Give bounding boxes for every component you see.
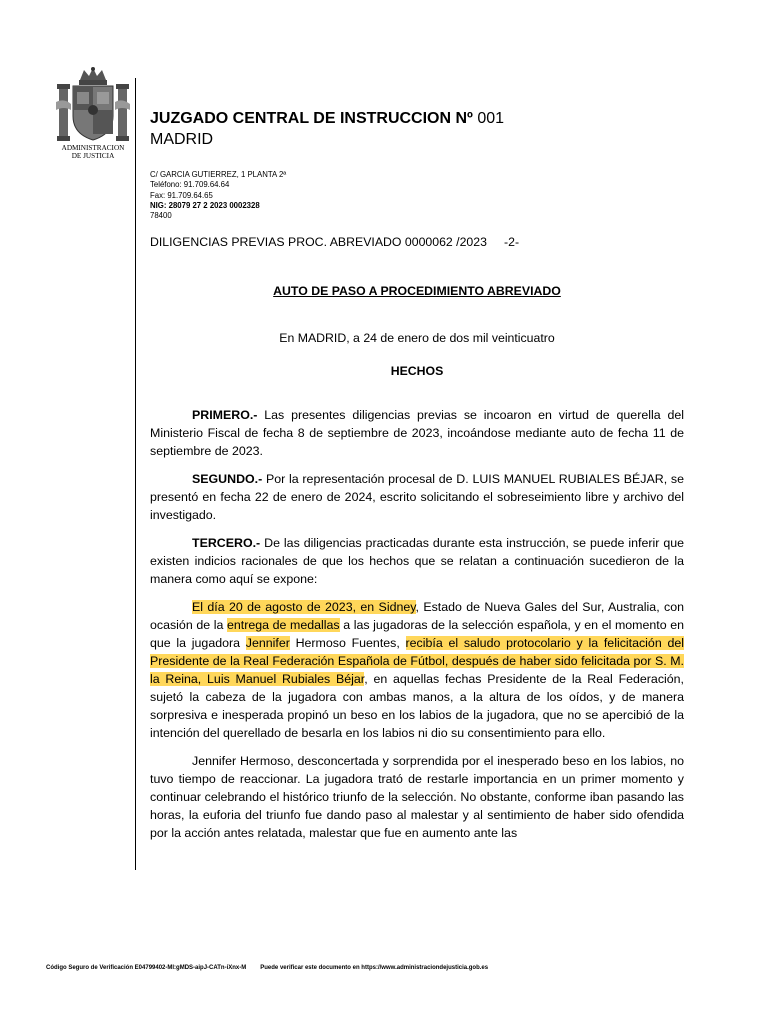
verification-footer — [46, 965, 488, 971]
highlight: recibía el saludo protocolario y la felicitación del Presidente de la Real Federación Española de Fútbol, después de haber sido felicitada por S. M. la Reina, Luis Manuel Rubiales Béjar — [150, 636, 684, 686]
address-code: 78400 — [150, 211, 172, 221]
address-phone: Teléfono: 91.709.64.64 — [150, 180, 230, 190]
paragraph-tercero — [150, 534, 684, 588]
paragraph-text: , en aquellas fechas Presidente de la Real Federación, sujetó la cabeza de la jugadora con ambas manos, a la altura de los oídos, y de manera sorpresiva e inesperada propinó un beso en los labios de la jugadora, que no se apercibió de la intención del querellado de besarla en los labios ni dio su consentimiento para ello. — [150, 672, 684, 740]
document-body — [150, 406, 684, 852]
paragraph-facts — [150, 598, 684, 742]
address-street: C/ GARCIA GUTIERREZ, 1 PLANTA 2ª — [150, 170, 287, 179]
svg-text:ADMINISTRACION: ADMINISTRACION — [61, 144, 125, 152]
svg-text:DE JUSTICIA: DE JUSTICIA — [71, 152, 115, 160]
address-nig: NIG: 28079 27 2 2023 0002328 — [150, 200, 260, 210]
paragraph-label: SEGUNDO.- — [192, 472, 263, 486]
paragraph-text: Por la representación procesal de D. LUIS MANUEL RUBIALES BÉJAR, se presentó en fecha 22 de enero de 2024, escrito solicitando el sobreseimiento libre y archivo del investigado. — [150, 472, 684, 522]
paragraph-label: TERCERO.- — [192, 536, 261, 550]
paragraph-segundo — [150, 470, 684, 524]
paragraph-text: , Estado de Nueva Gales del Sur, Australia, con ocasión de la — [150, 600, 684, 632]
paragraph-text: a las jugadoras de la selección española, y en el momento en que la jugadora — [150, 618, 684, 650]
highlight: El día 20 de agosto de 2023, en Sidney — [192, 600, 416, 614]
paragraph-continuation: Jennifer Hermoso, desconcertada y sorprendida por el inesperado beso en los labios, no tuvo tiempo de reaccionar. La jugadora trató de restarle importancia en un primer momento y continuar celebrando el histórico triunfo de la selección. No obstante, conforme iban pasando las horas, la euforia del triunfo fue dando paso al malestar y al sentimiento de haber sido ofendida por la acción antes relatada, malestar que fue en aumento ante las — [150, 754, 684, 840]
verification-code: Código Seguro de Verificación E04799402-MI:gMDS-aipJ-CATn-iXnx-M — [46, 965, 247, 971]
margin-rule — [135, 78, 136, 870]
court-name: JUZGADO CENTRAL DE INSTRUCCION Nº — [150, 110, 473, 127]
court-header — [150, 108, 504, 150]
paragraph-text: De las diligencias practicadas durante esta instrucción, se puede inferir que existen indicios racionales de que los hechos que se relatan a continuación sucedieron de la manera como aquí se expone: — [150, 536, 684, 586]
paragraph-label: PRIMERO.- — [192, 408, 258, 422]
section-heading: HECHOS — [390, 364, 444, 378]
address-fax: Fax: 91.709.64.65 — [150, 190, 213, 200]
coat-of-arms-logo — [54, 66, 132, 164]
paragraph-primero — [150, 406, 684, 460]
court-address — [150, 170, 286, 221]
highlight: Jennifer — [245, 636, 290, 650]
crown-shield-icon — [54, 66, 132, 164]
proceedings-reference: DILIGENCIAS PREVIAS PROC. ABREVIADO 0000062 /2023 -2- — [150, 235, 520, 249]
document-title: AUTO DE PASO A PROCEDIMIENTO ABREVIADO — [273, 284, 561, 298]
date-line: En MADRID, a 24 de enero de dos mil veinticuatro — [279, 331, 555, 345]
court-number: 001 — [472, 110, 505, 127]
paragraph-text: Las presentes diligencias previas se incoaron en virtud de querella del Ministerio Fiscal de fecha 8 de septiembre de 2023, incoándose mediante auto de fecha 11 de septiembre de 2023. — [150, 408, 684, 458]
verification-url[interactable]: Puede verificar este documento en https://www.administraciondejusticia.gob.es — [260, 965, 489, 971]
paragraph-text: Hermoso Fuentes, — [289, 636, 406, 650]
court-city: MADRID — [150, 131, 214, 148]
highlight: entrega de medallas — [226, 618, 340, 632]
